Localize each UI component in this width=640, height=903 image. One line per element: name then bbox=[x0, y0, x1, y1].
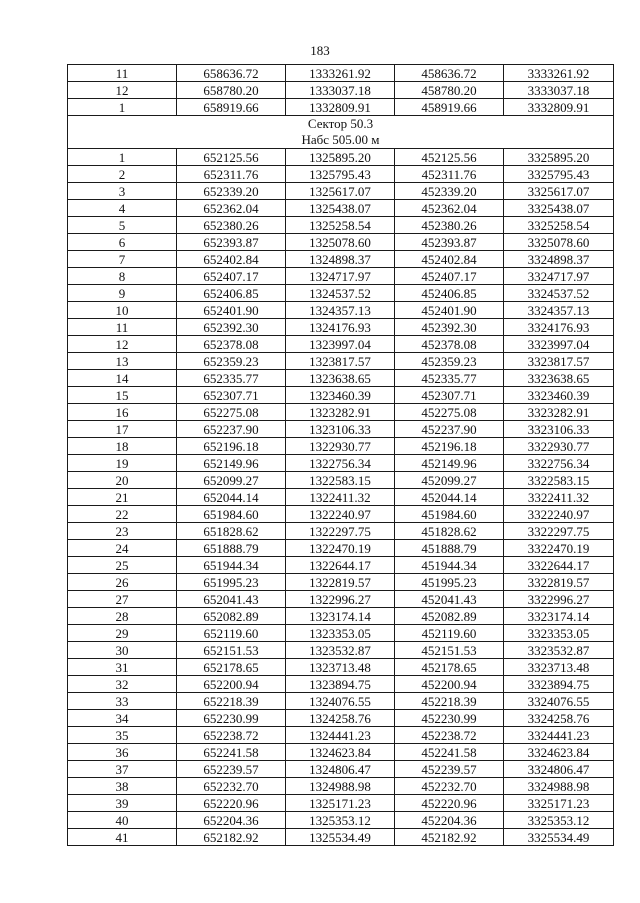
coord-x2-cell: 452380.26 bbox=[395, 217, 504, 234]
point-number-cell: 6 bbox=[68, 234, 177, 251]
point-number-cell: 37 bbox=[68, 761, 177, 778]
coord-x2-cell: 451828.62 bbox=[395, 523, 504, 540]
table-row bbox=[68, 99, 614, 116]
coord-x2-cell: 451984.60 bbox=[395, 506, 504, 523]
table-row bbox=[68, 217, 614, 234]
point-number-cell: 35 bbox=[68, 727, 177, 744]
coord-x2-cell: 458919.66 bbox=[395, 99, 504, 116]
coord-x-cell: 652275.08 bbox=[177, 404, 286, 421]
table-row bbox=[68, 557, 614, 574]
coord-x2-cell: 452307.71 bbox=[395, 387, 504, 404]
coord-x2-cell: 451888.79 bbox=[395, 540, 504, 557]
table-row bbox=[68, 642, 614, 659]
coord-x-cell: 652149.96 bbox=[177, 455, 286, 472]
coord-y-cell: 1322240.97 bbox=[286, 506, 395, 523]
coord-x-cell: 651984.60 bbox=[177, 506, 286, 523]
table-row bbox=[68, 540, 614, 557]
coord-y2-cell: 3323638.65 bbox=[504, 370, 614, 387]
coord-x-cell: 651828.62 bbox=[177, 523, 286, 540]
coord-x2-cell: 452335.77 bbox=[395, 370, 504, 387]
coord-y2-cell: 3322756.34 bbox=[504, 455, 614, 472]
point-number-cell: 10 bbox=[68, 302, 177, 319]
coord-x-cell: 652380.26 bbox=[177, 217, 286, 234]
point-number-cell: 26 bbox=[68, 574, 177, 591]
point-number-cell: 15 bbox=[68, 387, 177, 404]
coord-x2-cell: 452237.90 bbox=[395, 421, 504, 438]
table-row bbox=[68, 319, 614, 336]
table-row bbox=[68, 285, 614, 302]
point-number-cell: 40 bbox=[68, 812, 177, 829]
coord-y-cell: 1325258.54 bbox=[286, 217, 395, 234]
coord-y2-cell: 3324623.84 bbox=[504, 744, 614, 761]
table-row bbox=[68, 625, 614, 642]
coord-x2-cell: 458636.72 bbox=[395, 65, 504, 82]
point-number-cell: 20 bbox=[68, 472, 177, 489]
table-row bbox=[68, 829, 614, 846]
coord-y-cell: 1322930.77 bbox=[286, 438, 395, 455]
coord-y2-cell: 3325795.43 bbox=[504, 166, 614, 183]
coord-x-cell: 651944.34 bbox=[177, 557, 286, 574]
coord-x2-cell: 452393.87 bbox=[395, 234, 504, 251]
coord-x-cell: 652220.96 bbox=[177, 795, 286, 812]
coord-x-cell: 652178.65 bbox=[177, 659, 286, 676]
coord-y2-cell: 3322411.32 bbox=[504, 489, 614, 506]
section-subtitle: Набс 505.00 м bbox=[301, 132, 380, 147]
coord-x2-cell: 452151.53 bbox=[395, 642, 504, 659]
coord-x2-cell: 452378.08 bbox=[395, 336, 504, 353]
coord-y-cell: 1323817.57 bbox=[286, 353, 395, 370]
coord-y-cell: 1322411.32 bbox=[286, 489, 395, 506]
point-number-cell: 30 bbox=[68, 642, 177, 659]
table-row bbox=[68, 761, 614, 778]
coord-x-cell: 652239.57 bbox=[177, 761, 286, 778]
coord-x2-cell: 452239.57 bbox=[395, 761, 504, 778]
coord-y-cell: 1324898.37 bbox=[286, 251, 395, 268]
coord-y2-cell: 3324357.13 bbox=[504, 302, 614, 319]
coord-y2-cell: 3324441.23 bbox=[504, 727, 614, 744]
coord-x2-cell: 452311.76 bbox=[395, 166, 504, 183]
point-number-cell: 16 bbox=[68, 404, 177, 421]
coord-x-cell: 652378.08 bbox=[177, 336, 286, 353]
coord-y-cell: 1325895.20 bbox=[286, 149, 395, 166]
table-row bbox=[68, 727, 614, 744]
coord-y2-cell: 3323282.91 bbox=[504, 404, 614, 421]
coord-y2-cell: 3325258.54 bbox=[504, 217, 614, 234]
coord-x-cell: 652044.14 bbox=[177, 489, 286, 506]
coord-y-cell: 1323106.33 bbox=[286, 421, 395, 438]
coord-y2-cell: 3323817.57 bbox=[504, 353, 614, 370]
point-number-cell: 34 bbox=[68, 710, 177, 727]
coord-x-cell: 652119.60 bbox=[177, 625, 286, 642]
coord-y2-cell: 3324537.52 bbox=[504, 285, 614, 302]
coord-y2-cell: 3333037.18 bbox=[504, 82, 614, 99]
point-number-cell: 24 bbox=[68, 540, 177, 557]
coord-y2-cell: 3324258.76 bbox=[504, 710, 614, 727]
coord-x-cell: 652218.39 bbox=[177, 693, 286, 710]
coord-y2-cell: 3323353.05 bbox=[504, 625, 614, 642]
coordinates-table bbox=[67, 64, 614, 846]
coord-y-cell: 1323532.87 bbox=[286, 642, 395, 659]
coord-y-cell: 1325617.07 bbox=[286, 183, 395, 200]
point-number-cell: 5 bbox=[68, 217, 177, 234]
coord-x-cell: 652151.53 bbox=[177, 642, 286, 659]
coord-y2-cell: 3323174.14 bbox=[504, 608, 614, 625]
table-row bbox=[68, 166, 614, 183]
coord-y-cell: 1324806.47 bbox=[286, 761, 395, 778]
table-row bbox=[68, 591, 614, 608]
table-row bbox=[68, 676, 614, 693]
coord-x-cell: 651995.23 bbox=[177, 574, 286, 591]
coord-y-cell: 1322583.15 bbox=[286, 472, 395, 489]
coord-y-cell: 1323174.14 bbox=[286, 608, 395, 625]
point-number-cell: 39 bbox=[68, 795, 177, 812]
coord-x-cell: 652406.85 bbox=[177, 285, 286, 302]
point-number-cell: 8 bbox=[68, 268, 177, 285]
table-row bbox=[68, 421, 614, 438]
point-number-cell: 31 bbox=[68, 659, 177, 676]
table-row bbox=[68, 744, 614, 761]
coord-y2-cell: 3325534.49 bbox=[504, 829, 614, 846]
coord-x2-cell: 452099.27 bbox=[395, 472, 504, 489]
coord-y2-cell: 3322240.97 bbox=[504, 506, 614, 523]
table-row bbox=[68, 795, 614, 812]
point-number-cell: 17 bbox=[68, 421, 177, 438]
coord-x2-cell: 452204.36 bbox=[395, 812, 504, 829]
coord-y-cell: 1322644.17 bbox=[286, 557, 395, 574]
coord-x-cell: 658919.66 bbox=[177, 99, 286, 116]
point-number-cell: 27 bbox=[68, 591, 177, 608]
table-row bbox=[68, 404, 614, 421]
coord-y-cell: 1325353.12 bbox=[286, 812, 395, 829]
coord-y-cell: 1324537.52 bbox=[286, 285, 395, 302]
coord-y-cell: 1325078.60 bbox=[286, 234, 395, 251]
coord-y2-cell: 3322644.17 bbox=[504, 557, 614, 574]
coord-x2-cell: 452402.84 bbox=[395, 251, 504, 268]
coord-x2-cell: 452230.99 bbox=[395, 710, 504, 727]
coord-x-cell: 652237.90 bbox=[177, 421, 286, 438]
table-row bbox=[68, 523, 614, 540]
coord-y2-cell: 3323997.04 bbox=[504, 336, 614, 353]
coord-x2-cell: 452362.04 bbox=[395, 200, 504, 217]
coord-y2-cell: 3323713.48 bbox=[504, 659, 614, 676]
coord-x-cell: 651888.79 bbox=[177, 540, 286, 557]
coord-y2-cell: 3323532.87 bbox=[504, 642, 614, 659]
coord-x-cell: 652362.04 bbox=[177, 200, 286, 217]
coord-y-cell: 1323638.65 bbox=[286, 370, 395, 387]
coord-x2-cell: 452044.14 bbox=[395, 489, 504, 506]
coord-y2-cell: 3332809.91 bbox=[504, 99, 614, 116]
table-row bbox=[68, 353, 614, 370]
coord-x-cell: 652125.56 bbox=[177, 149, 286, 166]
coord-y-cell: 1325534.49 bbox=[286, 829, 395, 846]
coord-y-cell: 1325795.43 bbox=[286, 166, 395, 183]
coord-x-cell: 652099.27 bbox=[177, 472, 286, 489]
table-row bbox=[68, 710, 614, 727]
table-row bbox=[68, 149, 614, 166]
table-row bbox=[68, 506, 614, 523]
coord-y-cell: 1333261.92 bbox=[286, 65, 395, 82]
section-header-cell bbox=[68, 116, 614, 149]
coord-x2-cell: 452238.72 bbox=[395, 727, 504, 744]
coord-y2-cell: 3324988.98 bbox=[504, 778, 614, 795]
coord-y-cell: 1324076.55 bbox=[286, 693, 395, 710]
coord-x2-cell: 458780.20 bbox=[395, 82, 504, 99]
coord-x2-cell: 452275.08 bbox=[395, 404, 504, 421]
table-row bbox=[68, 438, 614, 455]
coord-y-cell: 1324176.93 bbox=[286, 319, 395, 336]
point-number-cell: 3 bbox=[68, 183, 177, 200]
coord-x-cell: 652238.72 bbox=[177, 727, 286, 744]
coord-x-cell: 652335.77 bbox=[177, 370, 286, 387]
coord-x2-cell: 452339.20 bbox=[395, 183, 504, 200]
coord-x-cell: 652359.23 bbox=[177, 353, 286, 370]
coord-y2-cell: 3322930.77 bbox=[504, 438, 614, 455]
coord-y2-cell: 3333261.92 bbox=[504, 65, 614, 82]
coord-y-cell: 1324988.98 bbox=[286, 778, 395, 795]
coord-y-cell: 1323282.91 bbox=[286, 404, 395, 421]
coord-y2-cell: 3323894.75 bbox=[504, 676, 614, 693]
coord-y-cell: 1324717.97 bbox=[286, 268, 395, 285]
coord-y-cell: 1323353.05 bbox=[286, 625, 395, 642]
point-number-cell: 41 bbox=[68, 829, 177, 846]
coord-x-cell: 652339.20 bbox=[177, 183, 286, 200]
coord-x2-cell: 452359.23 bbox=[395, 353, 504, 370]
table-row bbox=[68, 659, 614, 676]
point-number-cell: 1 bbox=[68, 99, 177, 116]
point-number-cell: 28 bbox=[68, 608, 177, 625]
point-number-cell: 12 bbox=[68, 82, 177, 99]
table-row bbox=[68, 370, 614, 387]
coord-x-cell: 658780.20 bbox=[177, 82, 286, 99]
coord-x2-cell: 452178.65 bbox=[395, 659, 504, 676]
coord-x-cell: 652204.36 bbox=[177, 812, 286, 829]
coord-x-cell: 652230.99 bbox=[177, 710, 286, 727]
table-row bbox=[68, 489, 614, 506]
point-number-cell: 25 bbox=[68, 557, 177, 574]
section-header-row bbox=[68, 116, 614, 149]
coord-x-cell: 652200.94 bbox=[177, 676, 286, 693]
table-row bbox=[68, 234, 614, 251]
coord-y2-cell: 3324898.37 bbox=[504, 251, 614, 268]
point-number-cell: 4 bbox=[68, 200, 177, 217]
coord-y2-cell: 3325617.07 bbox=[504, 183, 614, 200]
table-row bbox=[68, 183, 614, 200]
point-number-cell: 13 bbox=[68, 353, 177, 370]
coord-y-cell: 1324258.76 bbox=[286, 710, 395, 727]
coord-x-cell: 652402.84 bbox=[177, 251, 286, 268]
coord-y2-cell: 3322470.19 bbox=[504, 540, 614, 557]
coord-y2-cell: 3325438.07 bbox=[504, 200, 614, 217]
coord-y2-cell: 3324717.97 bbox=[504, 268, 614, 285]
point-number-cell: 9 bbox=[68, 285, 177, 302]
point-number-cell: 7 bbox=[68, 251, 177, 268]
coord-y-cell: 1322297.75 bbox=[286, 523, 395, 540]
point-number-cell: 2 bbox=[68, 166, 177, 183]
coord-x-cell: 652307.71 bbox=[177, 387, 286, 404]
coord-y-cell: 1323997.04 bbox=[286, 336, 395, 353]
coord-x2-cell: 452182.92 bbox=[395, 829, 504, 846]
coord-x2-cell: 451995.23 bbox=[395, 574, 504, 591]
point-number-cell: 23 bbox=[68, 523, 177, 540]
coord-x2-cell: 452200.94 bbox=[395, 676, 504, 693]
coord-x2-cell: 452218.39 bbox=[395, 693, 504, 710]
coord-y2-cell: 3323460.39 bbox=[504, 387, 614, 404]
coord-x-cell: 652393.87 bbox=[177, 234, 286, 251]
coord-y-cell: 1325171.23 bbox=[286, 795, 395, 812]
table-row bbox=[68, 65, 614, 82]
point-number-cell: 11 bbox=[68, 319, 177, 336]
table-row bbox=[68, 608, 614, 625]
coord-x2-cell: 452149.96 bbox=[395, 455, 504, 472]
table-row bbox=[68, 574, 614, 591]
coord-x-cell: 652311.76 bbox=[177, 166, 286, 183]
table-row bbox=[68, 455, 614, 472]
coord-y-cell: 1324623.84 bbox=[286, 744, 395, 761]
table-row bbox=[68, 82, 614, 99]
coord-y2-cell: 3322297.75 bbox=[504, 523, 614, 540]
coord-y2-cell: 3324076.55 bbox=[504, 693, 614, 710]
coord-x2-cell: 452406.85 bbox=[395, 285, 504, 302]
coord-x2-cell: 452196.18 bbox=[395, 438, 504, 455]
coord-x-cell: 652392.30 bbox=[177, 319, 286, 336]
coord-y-cell: 1322819.57 bbox=[286, 574, 395, 591]
page-number: 183 bbox=[310, 43, 330, 58]
coord-x2-cell: 452401.90 bbox=[395, 302, 504, 319]
coord-x-cell: 652182.92 bbox=[177, 829, 286, 846]
coord-y2-cell: 3325171.23 bbox=[504, 795, 614, 812]
coord-x-cell: 652041.43 bbox=[177, 591, 286, 608]
table-row bbox=[68, 812, 614, 829]
coord-y-cell: 1324357.13 bbox=[286, 302, 395, 319]
table-row bbox=[68, 472, 614, 489]
coord-x2-cell: 452241.58 bbox=[395, 744, 504, 761]
coord-y2-cell: 3322819.57 bbox=[504, 574, 614, 591]
point-number-cell: 11 bbox=[68, 65, 177, 82]
point-number-cell: 18 bbox=[68, 438, 177, 455]
coord-y-cell: 1324441.23 bbox=[286, 727, 395, 744]
table-row bbox=[68, 251, 614, 268]
coord-y-cell: 1333037.18 bbox=[286, 82, 395, 99]
coord-x-cell: 652407.17 bbox=[177, 268, 286, 285]
point-number-cell: 21 bbox=[68, 489, 177, 506]
coord-x-cell: 652401.90 bbox=[177, 302, 286, 319]
coord-x-cell: 652232.70 bbox=[177, 778, 286, 795]
coord-y2-cell: 3324176.93 bbox=[504, 319, 614, 336]
point-number-cell: 12 bbox=[68, 336, 177, 353]
coord-y-cell: 1322996.27 bbox=[286, 591, 395, 608]
coord-x2-cell: 452082.89 bbox=[395, 608, 504, 625]
point-number-cell: 1 bbox=[68, 149, 177, 166]
coord-x-cell: 652241.58 bbox=[177, 744, 286, 761]
coord-x2-cell: 451944.34 bbox=[395, 557, 504, 574]
coord-x-cell: 658636.72 bbox=[177, 65, 286, 82]
table-row bbox=[68, 778, 614, 795]
coord-y2-cell: 3324806.47 bbox=[504, 761, 614, 778]
coord-x2-cell: 452041.43 bbox=[395, 591, 504, 608]
point-number-cell: 38 bbox=[68, 778, 177, 795]
coord-x2-cell: 452232.70 bbox=[395, 778, 504, 795]
point-number-cell: 19 bbox=[68, 455, 177, 472]
coord-x2-cell: 452220.96 bbox=[395, 795, 504, 812]
coord-y-cell: 1323894.75 bbox=[286, 676, 395, 693]
coord-y2-cell: 3325353.12 bbox=[504, 812, 614, 829]
point-number-cell: 32 bbox=[68, 676, 177, 693]
coord-y-cell: 1322756.34 bbox=[286, 455, 395, 472]
coord-y-cell: 1323460.39 bbox=[286, 387, 395, 404]
table-row bbox=[68, 336, 614, 353]
coord-y2-cell: 3325895.20 bbox=[504, 149, 614, 166]
table-row bbox=[68, 693, 614, 710]
point-number-cell: 36 bbox=[68, 744, 177, 761]
table-row bbox=[68, 302, 614, 319]
point-number-cell: 33 bbox=[68, 693, 177, 710]
coord-y-cell: 1332809.91 bbox=[286, 99, 395, 116]
section-title: Сектор 50.3 bbox=[307, 116, 374, 131]
point-number-cell: 14 bbox=[68, 370, 177, 387]
coord-x2-cell: 452125.56 bbox=[395, 149, 504, 166]
point-number-cell: 22 bbox=[68, 506, 177, 523]
coord-x2-cell: 452119.60 bbox=[395, 625, 504, 642]
coord-y-cell: 1323713.48 bbox=[286, 659, 395, 676]
table-row bbox=[68, 387, 614, 404]
coord-y2-cell: 3323106.33 bbox=[504, 421, 614, 438]
coord-x-cell: 652196.18 bbox=[177, 438, 286, 455]
coord-y2-cell: 3325078.60 bbox=[504, 234, 614, 251]
coordinates-table-body bbox=[68, 65, 614, 846]
coord-y-cell: 1322470.19 bbox=[286, 540, 395, 557]
coord-y-cell: 1325438.07 bbox=[286, 200, 395, 217]
coord-y2-cell: 3322996.27 bbox=[504, 591, 614, 608]
table-row bbox=[68, 200, 614, 217]
coord-x2-cell: 452407.17 bbox=[395, 268, 504, 285]
point-number-cell: 29 bbox=[68, 625, 177, 642]
coord-y2-cell: 3322583.15 bbox=[504, 472, 614, 489]
table-row bbox=[68, 268, 614, 285]
coord-x2-cell: 452392.30 bbox=[395, 319, 504, 336]
coord-x-cell: 652082.89 bbox=[177, 608, 286, 625]
